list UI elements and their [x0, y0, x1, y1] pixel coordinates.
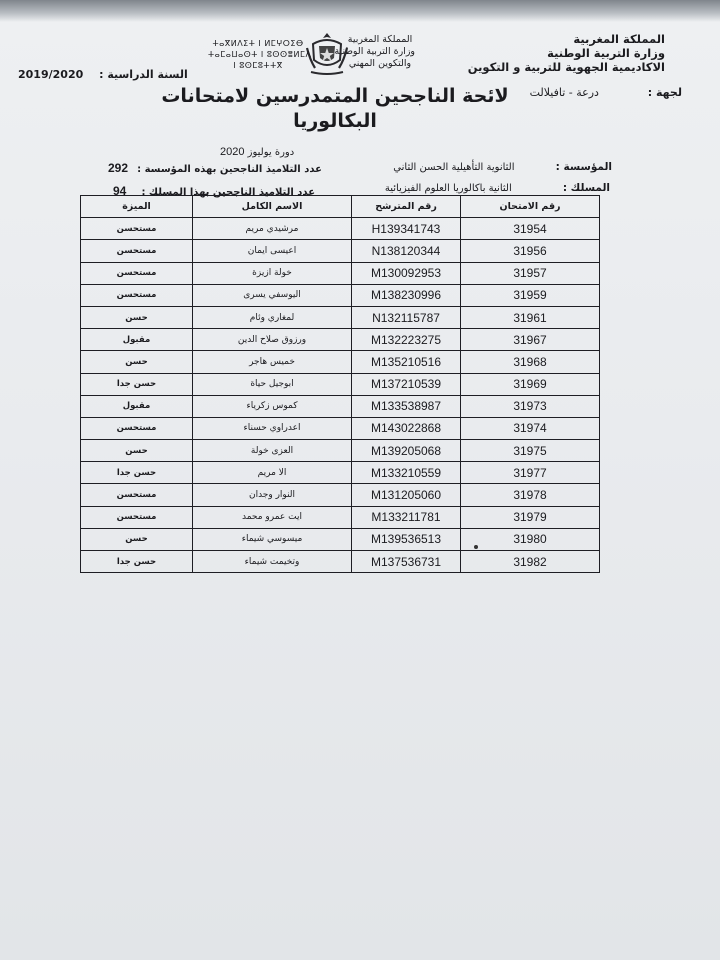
full-name-cell: خولة ازيزة: [193, 262, 352, 284]
candidate-number-cell: M139205068: [352, 440, 461, 462]
mention-cell: مستحسن: [81, 506, 193, 528]
exam-number-cell: 31975: [461, 440, 600, 462]
table-row: [81, 484, 600, 506]
exam-number-cell: 31979: [461, 506, 600, 528]
full-name-cell: النوار وجدان: [193, 484, 352, 506]
candidate-number-cell: M138230996: [352, 284, 461, 306]
kingdom-header: [468, 32, 665, 74]
table-row: [81, 262, 600, 284]
candidate-number-cell: M133211781: [352, 506, 461, 528]
ministry-logo-text-arabic: [334, 34, 415, 70]
full-name-cell: مرشيدي مريم: [193, 218, 352, 240]
region-label: لجهة :: [647, 86, 682, 99]
candidate-number-cell: M133210559: [352, 462, 461, 484]
column-header-mention: الميزة: [81, 196, 193, 218]
exam-number-cell: 31956: [461, 240, 600, 262]
candidate-number-cell: M132223275: [352, 329, 461, 351]
exam-number-cell: 31969: [461, 373, 600, 395]
kingdom-line: المملكة المغربية: [573, 32, 665, 46]
candidate-number-cell: M137210539: [352, 373, 461, 395]
full-name-cell: ورزوق صلاح الدين: [193, 329, 352, 351]
candidate-number-cell: M139536513: [352, 528, 461, 550]
table-row: [81, 440, 600, 462]
table-row: [81, 551, 600, 573]
school-year-label: السنة الدراسية :: [99, 68, 188, 81]
table-body: [81, 218, 600, 573]
stream-count-label: عدد التلاميذ الناجحين بهذا المسلك :: [141, 187, 316, 198]
full-name-cell: العزى خولة: [193, 440, 352, 462]
candidate-number-cell: M143022868: [352, 417, 461, 439]
exam-number-cell: 31961: [461, 306, 600, 328]
ministry-line: وزارة التربية الوطنية: [547, 46, 665, 60]
ministry-tf-line: ⵏ ⵓⵙⵎⵓⵜⵜⴳ: [233, 61, 283, 70]
full-name-cell: ايت عمرو محمد: [193, 506, 352, 528]
table-row: [81, 351, 600, 373]
stream-label: المسلك :: [562, 182, 610, 194]
ink-dot: [474, 545, 478, 549]
exam-number-cell: 31959: [461, 284, 600, 306]
session-label: دورة يوليوز: [247, 147, 295, 158]
full-name-cell: خميس هاجر: [193, 351, 352, 373]
institution-label: المؤسسة :: [555, 161, 612, 173]
table-row: [81, 218, 600, 240]
full-name-cell: اليوسفي يسرى: [193, 284, 352, 306]
exam-number-cell: 31980: [461, 528, 600, 550]
candidate-number-cell: H139341743: [352, 218, 461, 240]
table-row: [81, 395, 600, 417]
candidate-number-cell: M131205060: [352, 484, 461, 506]
institution-value: الثانوية التأهيلية الحسن الثاني: [393, 162, 515, 173]
page-title: [160, 84, 510, 134]
institution-count-label: عدد التلاميذ الناجحين بهذه المؤسسة :: [137, 164, 322, 175]
candidate-number-cell: M130092953: [352, 262, 461, 284]
stream-count-value: 94: [113, 184, 127, 198]
table-row: [81, 373, 600, 395]
academy-line: الاكاديمية الجهوية للتربية و التكوين: [467, 60, 665, 74]
table-row: [81, 284, 600, 306]
exam-number-cell: 31957: [461, 262, 600, 284]
table-row: [81, 506, 600, 528]
exam-number-cell: 31954: [461, 218, 600, 240]
mention-cell: حسن: [81, 306, 193, 328]
exam-number-cell: 31982: [461, 551, 600, 573]
candidate-number-cell: M135210516: [352, 351, 461, 373]
column-header-full-name: الاسم الكامل: [193, 196, 352, 218]
table-header-row: [81, 196, 600, 218]
candidate-number-cell: N138120344: [352, 240, 461, 262]
mention-cell: مستحسن: [81, 417, 193, 439]
table-row: [81, 240, 600, 262]
table-row: [81, 528, 600, 550]
table-row: [81, 329, 600, 351]
full-name-cell: لمغاري وئام: [193, 306, 352, 328]
ministry-ar-line: وزارة التربية الوطنية: [334, 46, 415, 57]
mention-cell: مقبول: [81, 329, 193, 351]
mention-cell: حسن: [81, 440, 193, 462]
institution-count-row: [108, 157, 322, 176]
ministry-tf-line: ⵜⴰⴳⵍⴷⵉⵜ ⵏ ⵍⵎⵖⵔⵉⴱ: [212, 39, 304, 48]
title-line-2: البكالوريا: [293, 110, 377, 132]
institution-count-value: 292: [108, 161, 129, 175]
results-table: [80, 195, 600, 573]
full-name-cell: الا مريم: [193, 462, 352, 484]
region-line: [530, 86, 682, 99]
mention-cell: مستحسن: [81, 240, 193, 262]
mention-cell: حسن جدا: [81, 373, 193, 395]
exam-number-cell: 31973: [461, 395, 600, 417]
exam-number-cell: 31974: [461, 417, 600, 439]
mention-cell: حسن جدا: [81, 462, 193, 484]
full-name-cell: اعيسى ايمان: [193, 240, 352, 262]
column-header-exam-number: رقم الامتحان: [461, 196, 600, 218]
stream-row: [385, 176, 610, 195]
exam-number-cell: 31967: [461, 329, 600, 351]
full-name-cell: كموس زكرياء: [193, 395, 352, 417]
table-row: [81, 462, 600, 484]
candidate-number-cell: M133538987: [352, 395, 461, 417]
full-name-cell: ابوجيل حياة: [193, 373, 352, 395]
mention-cell: حسن: [81, 528, 193, 550]
ministry-ar-line: والتكوين المهني: [348, 58, 412, 69]
ministry-ar-line: المملكة المغربية: [347, 34, 413, 45]
mention-cell: مستحسن: [81, 484, 193, 506]
school-year: [18, 68, 188, 81]
full-name-cell: اعدراوي حسناء: [193, 417, 352, 439]
candidate-number-cell: M137536731: [352, 551, 461, 573]
title-line-1: لائحة الناجحين المتمدرسين لامتحانات: [161, 85, 509, 107]
institution-row: [393, 155, 612, 174]
column-header-candidate-number: رقم المترشح: [352, 196, 461, 218]
exam-number-cell: 31978: [461, 484, 600, 506]
ministry-tf-line: ⵜⴰⵎⴰⵡⴰⵙⵜ ⵏ ⵓⵙⵙⴻⵍⵎⴷ: [208, 50, 312, 59]
table-row: [81, 417, 600, 439]
mention-cell: مستحسن: [81, 284, 193, 306]
full-name-cell: وتخيمت شيماء: [193, 551, 352, 573]
region-value: درعة - تافيلالت: [529, 86, 599, 99]
mention-cell: حسن جدا: [81, 551, 193, 573]
candidate-number-cell: N132115787: [352, 306, 461, 328]
session-year: 2020: [220, 146, 245, 158]
school-year-value: 2019/2020: [18, 68, 84, 81]
ministry-logo-text-tifinagh: [208, 38, 312, 71]
mention-cell: مستحسن: [81, 262, 193, 284]
mention-cell: حسن: [81, 351, 193, 373]
stream-value: الثانية باكالوريا العلوم الفيزيائية: [384, 183, 512, 194]
table-row: [81, 306, 600, 328]
mention-cell: مقبول: [81, 395, 193, 417]
full-name-cell: ميسوسي شيماء: [193, 528, 352, 550]
exam-number-cell: 31968: [461, 351, 600, 373]
mention-cell: مستحسن: [81, 218, 193, 240]
exam-number-cell: 31977: [461, 462, 600, 484]
